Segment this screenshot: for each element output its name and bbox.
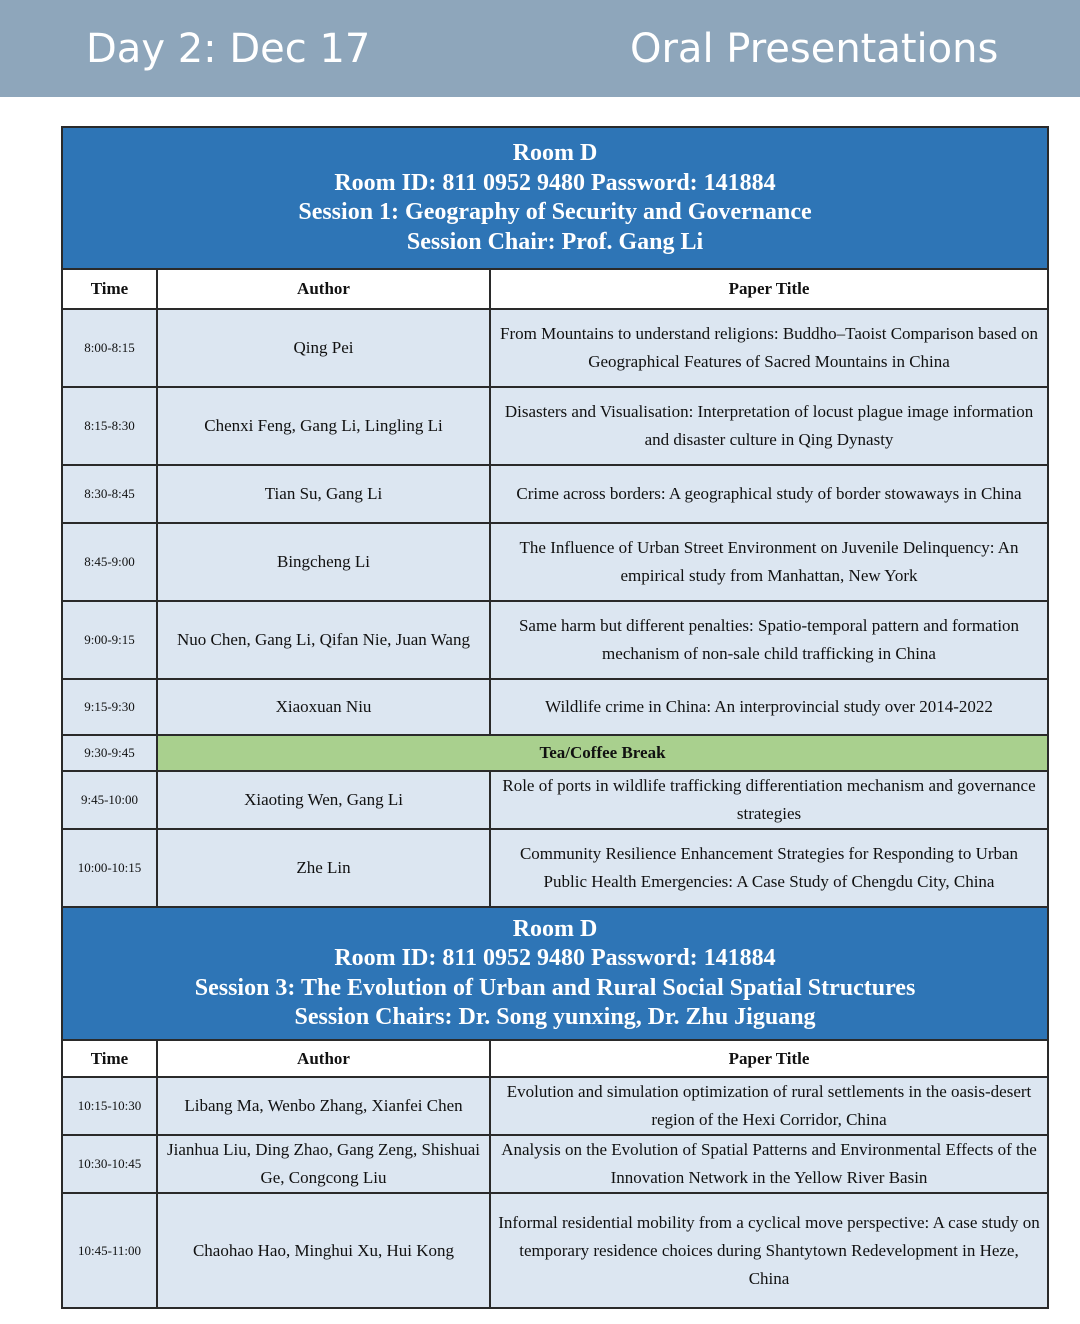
author-cell: Bingcheng Li [157, 523, 490, 601]
time-cell: 10:00-10:15 [62, 829, 157, 907]
session-chair: Session Chair: Prof. Gang Li [406, 228, 704, 255]
time-cell: 10:30-10:45 [62, 1135, 157, 1193]
table-row [62, 679, 1048, 735]
author-cell: Qing Pei [157, 309, 490, 387]
table-row [62, 387, 1048, 465]
day-title: Day 2: Dec 17 [86, 26, 371, 72]
author-cell: Xiaoting Wen, Gang Li [157, 771, 490, 829]
table-row [62, 1193, 1048, 1308]
title-cell: Crime across borders: A geographical study of border stowaways in China [490, 465, 1048, 523]
break-row [62, 735, 1048, 771]
session-header [62, 907, 1048, 1040]
table-row [62, 1135, 1048, 1193]
author-cell: Jianhua Liu, Ding Zhao, Gang Zeng, Shishuai Ge, Congcong Liu [157, 1135, 490, 1193]
author-cell: Tian Su, Gang Li [157, 465, 490, 523]
time-header: Time [62, 269, 157, 309]
author-header: Author [157, 269, 490, 309]
time-cell: 8:00-8:15 [62, 309, 157, 387]
table-row [62, 309, 1048, 387]
title-cell: Evolution and simulation optimization of rural settlements in the oasis-desert region of the Hexi Corridor, China [490, 1077, 1048, 1135]
track-title: Oral Presentations [630, 26, 999, 72]
table-row [62, 829, 1048, 907]
title-cell: Community Resilience Enhancement Strategies for Responding to Urban Public Health Emergencies: A Case Study of Chengdu City, China [490, 829, 1048, 907]
title-cell: Same harm but different penalties: Spatio-temporal pattern and formation mechanism of non-sale child trafficking in China [490, 601, 1048, 679]
title-cell: Role of ports in wildlife trafficking differentiation mechanism and governance strategies [490, 771, 1048, 829]
schedule-table [61, 126, 1049, 1309]
time-cell: 10:15-10:30 [62, 1077, 157, 1135]
room-id: Room ID: 811 0952 9480 Password: 141884 [334, 169, 776, 196]
title-cell: Disasters and Visualisation: Interpretation of locust plague image information and disaster culture in Qing Dynasty [490, 387, 1048, 465]
session-title: Session 3: The Evolution of Urban and Rural Social Spatial Structures [194, 974, 916, 1001]
author-cell: Xiaoxuan Niu [157, 679, 490, 735]
time-cell: 8:15-8:30 [62, 387, 157, 465]
break-label: Tea/Coffee Break [157, 735, 1048, 771]
title-header: Paper Title [490, 1040, 1048, 1077]
session-header [62, 127, 1048, 269]
time-cell: 8:30-8:45 [62, 465, 157, 523]
room-name: Room D [512, 140, 598, 166]
title-header: Paper Title [490, 269, 1048, 309]
room-id: Room ID: 811 0952 9480 Password: 141884 [334, 945, 776, 971]
room-name: Room D [512, 915, 598, 942]
author-header: Author [157, 1040, 490, 1077]
title-cell: From Mountains to understand religions: Buddho–Taoist Comparison based on Geographical Features of Sacred Mountains in China [490, 309, 1048, 387]
table-row [62, 771, 1048, 829]
author-cell: Nuo Chen, Gang Li, Qifan Nie, Juan Wang [157, 601, 490, 679]
session-chair: Session Chairs: Dr. Song yunxing, Dr. Zhu Jiguang [294, 1004, 816, 1030]
author-cell: Chaohao Hao, Minghui Xu, Hui Kong [157, 1193, 490, 1308]
author-cell: Chenxi Feng, Gang Li, Lingling Li [157, 387, 490, 465]
title-cell: Wildlife crime in China: An interprovincial study over 2014-2022 [490, 679, 1048, 735]
time-cell: 9:15-9:30 [62, 679, 157, 735]
title-cell: Analysis on the Evolution of Spatial Patterns and Environmental Effects of the Innovation Network in the Yellow River Basin [490, 1135, 1048, 1193]
time-cell: 9:45-10:00 [62, 771, 157, 829]
header-banner [0, 0, 1080, 97]
time-cell: 9:30-9:45 [62, 735, 157, 771]
session-header-row [62, 907, 1048, 1040]
time-cell: 8:45-9:00 [62, 523, 157, 601]
author-cell: Zhe Lin [157, 829, 490, 907]
column-header-row [62, 1040, 1048, 1077]
author-cell: Libang Ma, Wenbo Zhang, Xianfei Chen [157, 1077, 490, 1135]
table-row [62, 465, 1048, 523]
session-header-row [62, 127, 1048, 269]
time-cell: 10:45-11:00 [62, 1193, 157, 1308]
title-cell: Informal residential mobility from a cyclical move perspective: A case study on temporary residence choices during Shantytown Redevelopment in Heze, China [490, 1193, 1048, 1308]
time-header: Time [62, 1040, 157, 1077]
session-title: Session 1: Geography of Security and Governance [298, 199, 812, 225]
title-cell: The Influence of Urban Street Environment on Juvenile Delinquency: An empirical study from Manhattan, New York [490, 523, 1048, 601]
table-row [62, 601, 1048, 679]
time-cell: 9:00-9:15 [62, 601, 157, 679]
table-row [62, 1077, 1048, 1135]
column-header-row [62, 269, 1048, 309]
table-row [62, 523, 1048, 601]
